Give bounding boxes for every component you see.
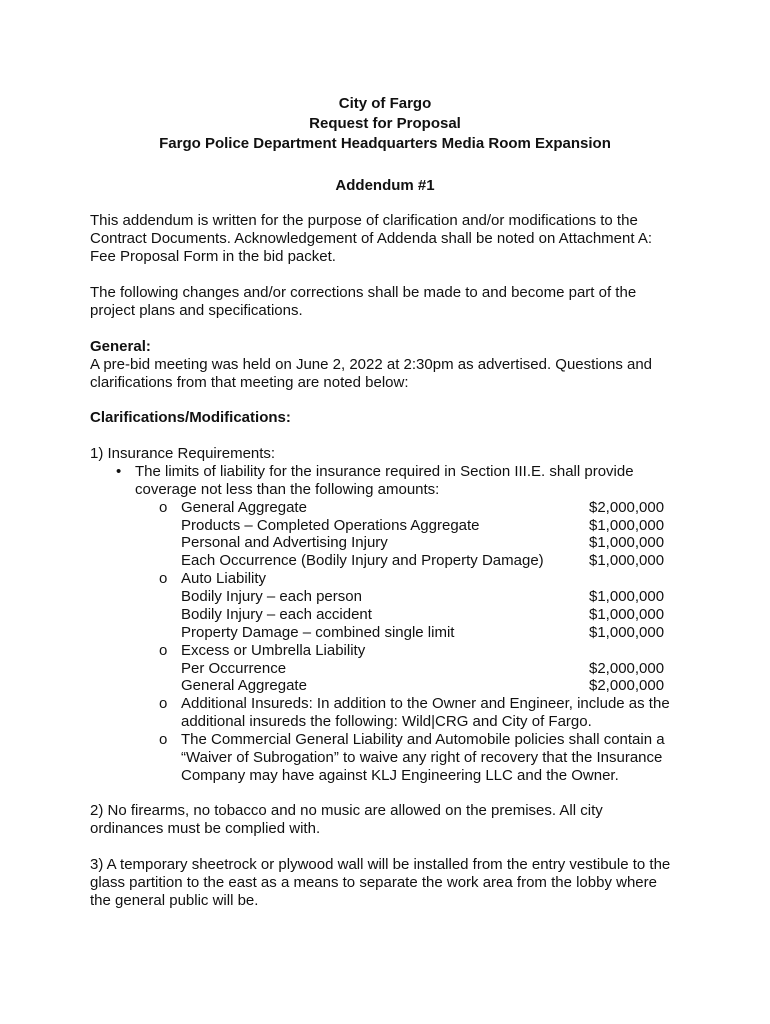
header-rfp: Request for Proposal: [309, 115, 461, 132]
insurance-line-label: Excess or Umbrella Liability: [181, 642, 366, 659]
insurance-line-label: Property Damage – combined single limit: [181, 624, 455, 641]
item3-line3: the general public will be.: [90, 892, 259, 909]
insurance-line-amount: $1,000,000: [589, 534, 665, 551]
item2-line2: ordinances must be complied with.: [90, 820, 321, 837]
insurance-line-label: General Aggregate: [181, 677, 307, 694]
insurance-line-amount: $1,000,000: [589, 588, 665, 605]
intro-p1-line3: Fee Proposal Form in the bid packet.: [90, 248, 336, 265]
document-header: [0, 95, 770, 155]
sub-bullet-symbol: o: [159, 731, 168, 748]
sub-bullet-symbol: o: [159, 695, 168, 712]
insurance-line-amount: $1,000,000: [589, 624, 665, 641]
insurance-line-label: Per Occurrence: [181, 660, 287, 677]
general-heading: General:: [90, 338, 151, 355]
waiver-line3: Company may have against KLJ Engineering LLC and the Owner.: [181, 767, 619, 784]
sub-bullet-symbol: o: [159, 499, 168, 516]
bullet-line2: coverage not less than the following amounts:: [135, 481, 440, 498]
intro-p2-line2: project plans and specifications.: [90, 302, 303, 319]
addendum-title: Addendum #1: [335, 177, 435, 194]
insurance-line-label: Products – Completed Operations Aggregate: [181, 517, 480, 534]
item3-line2: glass partition to the east as a means to separate the work area from the lobby where: [90, 874, 657, 891]
insurance-line-label: Bodily Injury – each person: [181, 588, 362, 605]
waiver-line2: “Waiver of Subrogation” to waive any right of recovery that the Insurance: [181, 749, 663, 766]
general-line2: clarifications from that meeting are noted below:: [90, 374, 409, 391]
insurance-line-label: Personal and Advertising Injury: [181, 534, 388, 551]
item1-insurance-requirements: 1) Insurance Requirements:: [90, 445, 276, 462]
insurance-line-amount: $2,000,000: [589, 660, 665, 677]
bullet-symbol: •: [116, 463, 122, 480]
item3-line1: 3) A temporary sheetrock or plywood wall will be installed from the entry vestibule to the: [90, 856, 671, 873]
insurance-line-amount: $1,000,000: [589, 517, 665, 534]
insurance-line-amount: $2,000,000: [589, 499, 665, 516]
insurance-line-amount: $1,000,000: [589, 606, 665, 623]
item2-line1: 2) No firearms, no tobacco and no music are allowed on the premises. All city: [90, 802, 603, 819]
additional-insureds-line1: Additional Insureds: In addition to the Owner and Engineer, include as the: [181, 695, 670, 712]
intro-p2-line1: The following changes and/or corrections shall be made to and become part of the: [90, 284, 637, 301]
waiver-line1: The Commercial General Liability and Automobile policies shall contain a: [181, 731, 665, 748]
sub-bullet-symbol: o: [159, 570, 168, 587]
insurance-line-label: General Aggregate: [181, 499, 307, 516]
sub-bullet-symbol: o: [159, 642, 168, 659]
insurance-line-label: Bodily Injury – each accident: [181, 606, 372, 623]
additional-insureds-line2: additional insureds the following: Wild|CRG and City of Fargo.: [181, 713, 592, 730]
header-city: City of Fargo: [338, 95, 432, 112]
insurance-line-amount: $2,000,000: [589, 677, 665, 694]
general-line1: A pre-bid meeting was held on June 2, 2022 at 2:30pm as advertised. Questions and: [90, 356, 653, 373]
clarifications-heading: Clarifications/Modifications:: [90, 409, 291, 426]
insurance-line-label: Each Occurrence (Bodily Injury and Property Damage): [181, 552, 544, 569]
insurance-line-amount: $1,000,000: [589, 552, 665, 569]
bullet-line1: The limits of liability for the insurance required in Section III.E. shall provide: [135, 463, 634, 480]
header-project-title: Fargo Police Department Headquarters Media Room Expansion: [159, 135, 611, 152]
insurance-line-label: Auto Liability: [181, 570, 267, 587]
intro-p1-line2: Contract Documents. Acknowledgement of Addenda shall be noted on Attachment A:: [90, 230, 653, 247]
intro-p1-line1: This addendum is written for the purpose of clarification and/or modifications to the: [90, 212, 638, 229]
